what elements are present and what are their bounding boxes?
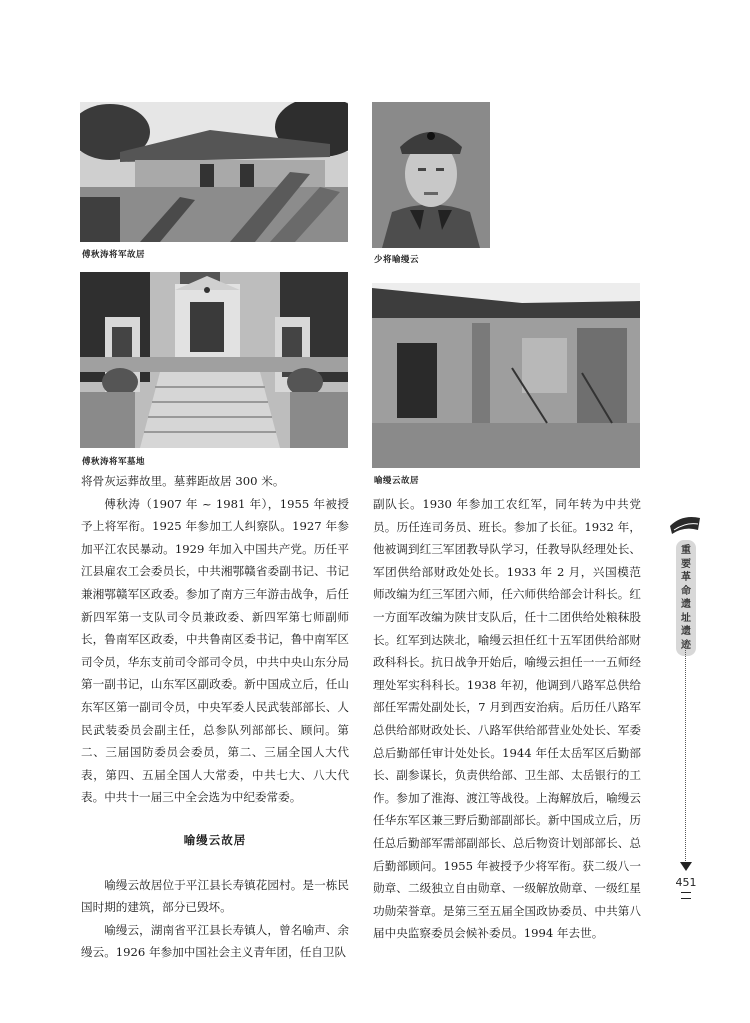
side-tab-char: 址 [681, 612, 691, 624]
tomb-photo-image [80, 272, 348, 448]
caption-photo2: 少将喻缦云 [374, 255, 420, 265]
left-paragraph-1: 将骨灰运葬故里。墓葬距故居 300 米。 [81, 474, 285, 488]
portrait-image [372, 102, 490, 248]
caption-photo3: 傅秋涛将军墓地 [82, 457, 146, 467]
photo-yu-manyun-former-residence [372, 283, 640, 468]
caption-photo4: 喻缦云故居 [374, 476, 420, 486]
photo-fu-qiutao-former-residence [80, 102, 348, 242]
side-tab-char: 重 [681, 545, 691, 556]
right-text-column [373, 493, 641, 945]
side-tab-char: 迹 [681, 639, 691, 651]
house-photo-image [80, 102, 348, 242]
side-tab-char: 要 [681, 558, 691, 570]
page-number: 451 [675, 876, 697, 889]
page-number-mark [681, 892, 691, 899]
side-tab-char: 遗 [681, 626, 691, 637]
photo-yu-manyun-portrait [372, 102, 490, 248]
side-dotted-line [685, 640, 686, 865]
photo-fu-qiutao-tomb [80, 272, 348, 448]
section-heading-yu-manyun-residence: 喻缦云故居 [183, 832, 247, 847]
side-tab-section-label [676, 540, 696, 656]
left-paragraph-yu-manyun-bio-start: 喻缦云，湖南省平江县长寿镇人，曾名喻声、余缦云。1926 年参加中国社会主义青年团，任自卫队 [81, 922, 349, 960]
right-paragraph-yu-manyun-bio: 副队长。1930 年参加工农红军，同年转为中共党员。历任连司务员、班长。参加了长征。1932 年，他被调到红三军团教导队学习，任教导队经理处长、军团供给部财政处处长。1933 年 2 月，兴国模范师改编为红三军团六师，任六师供给部会计科长。红一方面军改编为陕甘支队后，任十二团供给处粮秣股长。红军到达陕北，喻缦云担任红十五军团供给部财政科科长。抗日战争开始后，喻缦云担任一一五师经理处军实科科长。1938 年初，他调到八路军总供给部任军需处副处长，7 月到西安治病。后历任八路军总供给部财政处长、八路军供给部营业处处长、军委总后勤部任审计处处长。1944 年任太岳军区后勤部长、副参谋长，负责供给部、卫生部、太岳银行的工作。参加了淮海、渡江等战役。上海解放后，喻缦云任华东军区兼三野后勤部副部长。新中国成立后，历任总后勤部军需部副部长、总后物资计划部部长、总后勤部顾问。1955 年被授予少将军衔。获二级八一勋章、二级独立自由勋章、一级解放勋章、一级红星功勋荣誉章。是第三至五届全国政协委员、中共第八届中央监察委员会候补委员。1994 年去世。 [373, 497, 641, 941]
left-paragraph-residence-location: 喻缦云故居位于平江县长寿镇花园村。是一栋民国时期的建筑，部分已毁坏。 [81, 877, 349, 915]
side-tab-char: 命 [681, 585, 691, 597]
down-arrow-icon [680, 862, 692, 871]
yu-house-photo-image [372, 283, 640, 468]
side-tab-char: 遗 [681, 599, 691, 610]
side-tab-arrow-icon [668, 512, 702, 538]
side-tab-char: 革 [681, 572, 691, 583]
caption-photo1: 傅秋涛将军故居 [82, 250, 146, 260]
left-paragraph-fu-qiutao-bio: 傅秋涛（1907 年 ~ 1981 年），1955 年被授予上将军衔。1925 年参加工人纠察队。1927 年参加平江农民暴动。1929 年加入中国共产党。历任平江县雇农工会委员长，中共湘鄂赣省委副书记、书记兼湘鄂赣军区政委。参加了南方三年游击战争，后任新四军第一支队司令员兼政委、新四军第七师副师长，鲁南军区政委，中共鲁南区委书记，鲁中南军区司令员，华东支前司令部司令员，中共中央山东分局第一副书记，山东军区副政委。新中国成立后，任山东军区第一副司令员，中央军委人民武装部部长、人民武装委员会副主任，总参队列部部长、顾问。第二、三届国防委员会委员，第二、三届全国人大代表，第四、五届全国人大常委，中共七大、八大代表。中共十一届三中全会选为中纪委常委。 [81, 496, 349, 805]
left-text-column [81, 470, 349, 964]
